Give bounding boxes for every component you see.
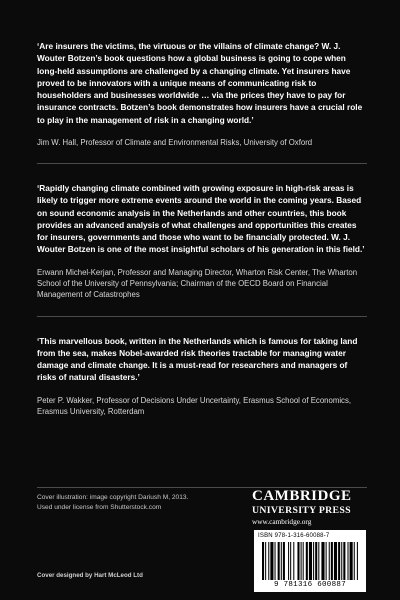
endorsement-author-2: Erwann Michel-Kerjan, Professor and Managing Director, Wharton Risk Center, The Wharton School of the University of Pennsylvania; Chairman of the OECD Board on Financial Management of Catastrophes xyxy=(37,267,358,300)
barcode-bars-icon xyxy=(262,542,360,580)
divider xyxy=(37,316,367,317)
isbn-barcode xyxy=(254,530,366,592)
credit-line-1: Cover illustration: image copyright Dariush M, 2013. xyxy=(37,494,189,501)
publisher-website: www.cambridge.org xyxy=(252,517,312,526)
isbn-label: ISBN 978-1-316-60088-7 xyxy=(258,533,330,539)
publisher-logo xyxy=(252,489,372,526)
endorsement-author-1: Jim W. Hall, Professor of Climate and Environmental Risks, University of Oxford xyxy=(37,137,313,147)
barcode-digits: 9 781316 600887 xyxy=(273,581,346,589)
endorsement-author-3: Peter P. Wakker, Professor of Decisions Under Uncertainty, Erasmus School of Economics, Erasmus University, Rotterdam xyxy=(37,395,352,416)
publisher-name: CAMBRIDGE xyxy=(252,488,352,504)
endorsement-quote-2: ‘Rapidly changing climate combined with growing exposure in high-risk areas is likely to trigger more extreme events around the world in the coming years. Based on sound economic analysis in the Netherlands and other countries, this book provides an advanced analysis of what challenges and opportunities this creates for insurers, governments and those who want to be financially protected. W. J. Wouter Botzen is one of the most insightful scholars of his generation in this field.’ xyxy=(37,183,365,255)
credit-line-2: Used under license from Shutterstock.com xyxy=(37,504,162,512)
endorsement-quote-3: ‘This marvellous book, written in the Netherlands which is famous for taking land from the sea, makes Nobel-awarded risk theories tractable for managing water damage and climate change. It is a must-read for researchers and managers of risks of natural disasters.’ xyxy=(37,335,358,383)
endorsements-section xyxy=(37,40,367,417)
divider xyxy=(37,163,367,164)
publisher-subtitle: UNIVERSITY PRESS xyxy=(252,505,351,516)
cover-designer-credit: Cover designed by Hart McLeod Ltd xyxy=(37,572,143,579)
endorsement-quote-1: ‘Are insurers the victims, the virtuous or the villains of climate change? W. J. Wouter Botzen’s book questions how a global business is going to cope when long-held assumptions are challenged by a changing climate. Yet insurers have proved to be innovators with a unique means of communicating risk to householders and businesses worldwide … via the prices they have to pay for insurance contracts. Botzen’s book demonstrates how insurers have a crucial role to play in the management of risk in a changing world.’ xyxy=(37,41,363,125)
cover-illustration-credit xyxy=(37,493,237,513)
